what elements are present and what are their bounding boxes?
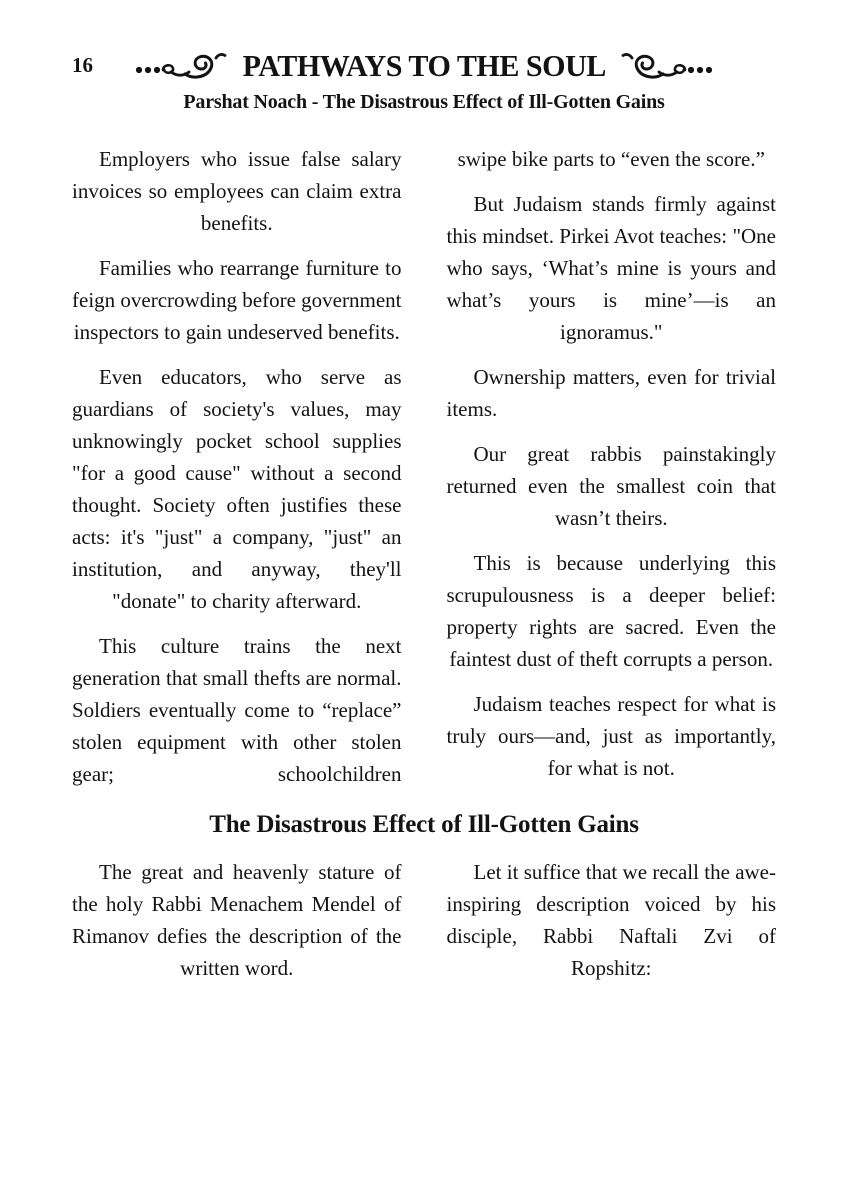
right-column: [447, 143, 777, 790]
paragraph: Ownership matters, even for trivial items.: [446, 365, 776, 421]
left-column: [72, 856, 402, 984]
paragraph: This is because underlying this scrupulousness is a deeper belief: property rights are sacred. Even the faintest dust of theft corrupts a person.: [446, 551, 776, 671]
paragraph: Our great rabbis painstakingly returned even the smallest coin that wasn’t theirs.: [446, 442, 776, 530]
left-column: [72, 143, 402, 790]
page-subtitle: Parshat Noach - The Disastrous Effect of Ill-Gotten Gains: [183, 91, 665, 113]
paragraph: swipe bike parts to “even the score.”: [457, 147, 765, 171]
paragraph: Families who rearrange furniture to feign overcrowding before government inspectors to gain undeserved benefits.: [72, 256, 402, 344]
paragraph: Even educators, who serve as guardians of society's values, may unknowingly pocket school supplies "for a good cause" without a second thought. Society often justifies these acts: it's "just" a company, "just" an institution, and anyway, they'll "donate" to charity afterward.: [72, 365, 402, 613]
book-title-row: [72, 46, 776, 86]
scroll-flourish-right-icon: [618, 51, 714, 81]
book-title: PATHWAYS TO THE SOUL: [242, 48, 606, 83]
paragraph: The great and heavenly stature of the holy Rabbi Menachem Mendel of Rimanov defies the description of the written word.: [72, 860, 402, 980]
page-number: 16: [72, 53, 93, 77]
paragraph: This culture trains the next generation that small thefts are normal. Soldiers eventually come to “replace” stolen equipment with other stolen gear; schoolchildren: [72, 634, 402, 786]
body-section-1: [72, 143, 776, 790]
page-header: [72, 46, 776, 114]
section-heading: The Disastrous Effect of Ill-Gotten Gains: [209, 811, 639, 838]
scroll-flourish-left-icon: [134, 51, 230, 81]
right-column: [447, 856, 777, 984]
paragraph: Employers who issue false salary invoices so employees can claim extra benefits.: [72, 147, 402, 235]
paragraph: Let it suffice that we recall the awe-inspiring description voiced by his disciple, Rabbi Naftali Zvi of Ropshitz:: [446, 860, 776, 980]
body-section-2: [72, 856, 776, 984]
paragraph: But Judaism stands firmly against this mindset. Pirkei Avot teaches: "One who says, ‘What’s mine is yours and what’s yours is mine’—is an ignoramus.": [446, 192, 776, 344]
paragraph: Judaism teaches respect for what is truly ours—and, just as importantly, for what is not.: [446, 692, 776, 780]
